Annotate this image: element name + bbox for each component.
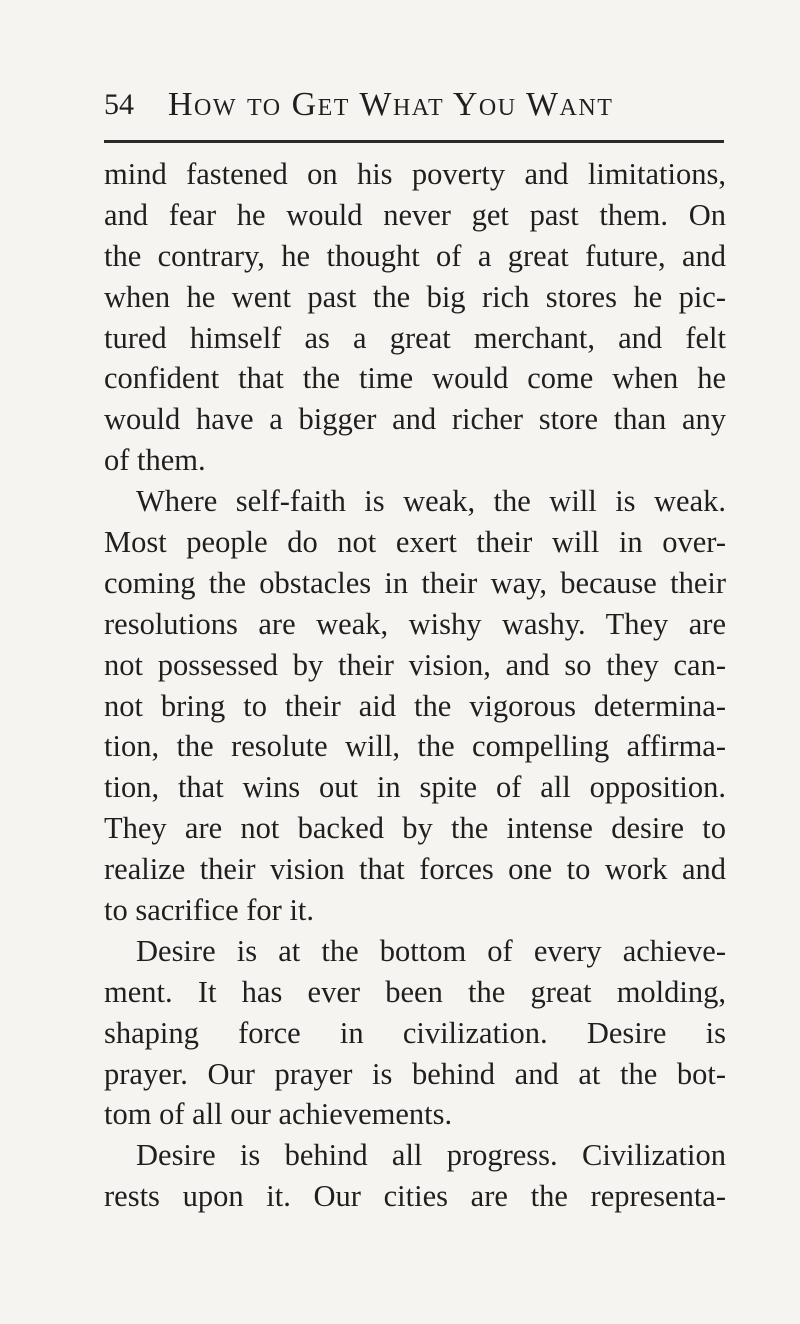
text-line: Desire is behind all progress. Civilization — [136, 1138, 726, 1173]
text-line: mind fastened on his poverty and limitations, — [104, 157, 726, 191]
text-line: and fear he would never get past them. On — [104, 197, 726, 232]
text-line: Where self-faith is weak, the will is weak. — [136, 484, 726, 519]
text-line: tured himself as a great merchant, and felt — [104, 320, 726, 355]
running-header — [104, 78, 724, 128]
text-line: when he went past the big rich stores he pic- — [104, 279, 726, 314]
text-line: realize their vision that forces one to work and — [104, 852, 726, 887]
text-line: confident that the time would come when he — [104, 361, 726, 396]
text-line: the contrary, he thought of a great future, and — [104, 238, 726, 273]
text-line: prayer. Our prayer is behind and at the bot- — [104, 1056, 726, 1091]
text-line: coming the obstacles in their way, because their — [104, 565, 726, 600]
text-line: Desire is at the bottom of every achieve- — [136, 933, 726, 968]
text-line: rests upon it. Our cities are the representa- — [104, 1179, 726, 1214]
text-line: would have a bigger and richer store than any — [104, 402, 726, 437]
text-line: shaping force in civilization. Desire is — [104, 1015, 726, 1050]
text-line: not bring to their aid the vigorous determina- — [104, 688, 726, 723]
page-number: 54 — [104, 88, 134, 121]
text-line: of them. — [104, 443, 206, 478]
text-line: tom of all our achievements. — [104, 1097, 453, 1132]
header-rule — [104, 140, 724, 143]
running-title: How to Get What You Want — [168, 86, 614, 123]
body-text — [104, 154, 726, 1217]
text-line: They are not backed by the intense desire to — [104, 811, 726, 846]
text-line: to sacrifice for it. — [104, 893, 315, 928]
text-line: tion, the resolute will, the compelling affirma- — [104, 729, 726, 764]
text-line: resolutions are weak, wishy washy. They are — [104, 606, 726, 641]
text-line: ment. It has ever been the great molding, — [104, 974, 726, 1009]
text-line: tion, that wins out in spite of all opposition. — [104, 770, 726, 805]
text-line: not possessed by their vision, and so they can- — [104, 647, 726, 682]
text-line: Most people do not exert their will in over- — [104, 525, 726, 560]
